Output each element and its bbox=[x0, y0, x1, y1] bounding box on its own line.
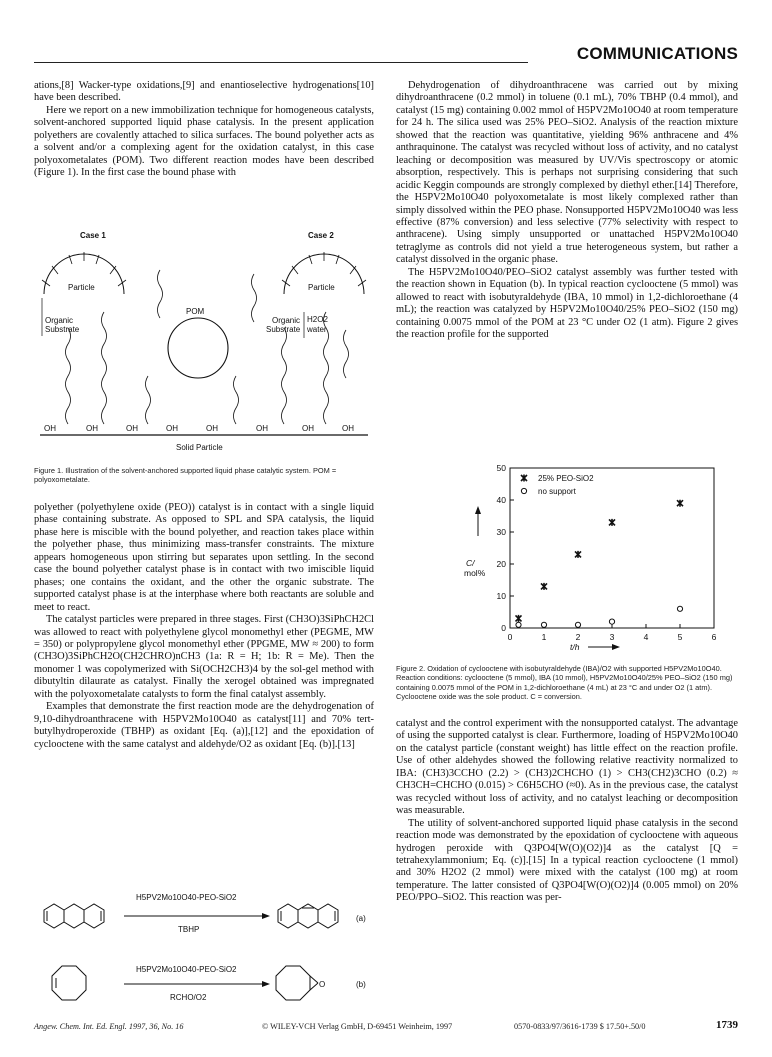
eq-b-reactant bbox=[52, 966, 86, 1000]
fig1-case1-label: Case 1 bbox=[80, 231, 106, 240]
fig1-oh-row bbox=[44, 424, 354, 433]
chart-x-ticks bbox=[508, 624, 717, 642]
series-peo-sio2-point bbox=[575, 551, 581, 558]
fig1-h2o2-label: H2O2 bbox=[307, 315, 328, 324]
fig1-particle-left bbox=[42, 252, 126, 294]
footer-publisher: © WILEY-VCH Verlag GmbH, D-69451 Weinheim, 1997 bbox=[262, 1022, 453, 1031]
fig1-pom-label: POM bbox=[186, 307, 205, 316]
eq-a-label: (a) bbox=[356, 914, 366, 923]
chart-ylabel-unit: mol% bbox=[464, 568, 486, 578]
x-tick-label: 3 bbox=[609, 632, 615, 642]
eq-b-catalyst: H5PV2Mo10O40-PEO-SiO2 bbox=[136, 965, 237, 974]
footer-journal: Angew. Chem. Int. Ed. Engl. 1997, 36, No. 16 bbox=[34, 1022, 184, 1031]
fig1-particle-right bbox=[282, 252, 366, 294]
eq-a-product bbox=[278, 904, 338, 928]
y-tick-label: 50 bbox=[496, 463, 506, 473]
col1-paragraph-5: Examples that demonstrate the first reaction mode are the dehydrogenation of 9,10-dihydroanthracene with H5PV2Mo10O40 as catalyst[11] and 70% tert-butylhydroperoxide (TBHP) as oxidant [Eq. (a)],[12] and the epoxidation of cyclooctene with the same catalyst and aldehyde/O2 as oxidant [Eq. (b)].[13] bbox=[34, 701, 374, 750]
series-no-support-point bbox=[541, 622, 546, 627]
fig1-substrate-right: Substrate bbox=[266, 325, 301, 334]
svg-text:OH: OH bbox=[126, 424, 138, 433]
series-no-support-point bbox=[516, 622, 521, 627]
eq-b-oxidant: RCHO/O2 bbox=[170, 993, 207, 1002]
series-peo-sio2-point bbox=[541, 583, 547, 590]
x-tick-label: 6 bbox=[711, 632, 717, 642]
col2-bottom bbox=[396, 718, 738, 905]
fig1-polyether-chains bbox=[66, 270, 349, 424]
col1-paragraph-3: polyether (polyethylene oxide (PEO)) catalyst is in contact with a single liquid phase containing substrate. As opposed to SPL and SPA catalysis, the liquid phase here is miscible with the bound polyether, and reaction takes place within the polyether phase, thus minimizing mass-transfer constraints. The mixture appears homogeneous upon stirring but separates upon settling. In the second case the bound polyether catalyst phase is in contact with two imiscible liquid phases; one contains the oxidant, and the other the organic substrate. The supported catalyst phase is at the interphase where both reactants are soluble and meet to react. bbox=[34, 502, 374, 613]
x-tick-label: 1 bbox=[541, 632, 547, 642]
figure-2-caption: Figure 2. Oxidation of cyclooctene with isobutyraldehyde (IBA)/O2 with supported H5PV2Mo10O40. Reaction conditions: cyclooctene (5 mmol), IBA (10 mmol), H5PV2Mo10O40/25% PEO–SiO2 (150 mg) containing 0.0075 mmol of the POM in 1,2-dichloroethane (4 mL) at 23 °C and under O2 (1 atm). Cyclooctene oxide was the sole product. C = conversion. bbox=[396, 664, 733, 702]
x-tick-label: 0 bbox=[507, 632, 513, 642]
section-title: COMMUNICATIONS bbox=[576, 44, 738, 63]
fig1-particle-left-label: Particle bbox=[68, 283, 95, 292]
eq-a-catalyst: H5PV2Mo10O40-PEO-SiO2 bbox=[136, 893, 237, 902]
eq-b-product bbox=[276, 966, 318, 1000]
eq-b-arrowhead bbox=[262, 981, 270, 987]
svg-text:OH: OH bbox=[206, 424, 218, 433]
y-tick-label: 10 bbox=[496, 591, 506, 601]
svg-text:OH: OH bbox=[44, 424, 56, 433]
chart-ylabel-arrowhead bbox=[475, 506, 481, 514]
eq-a-arrowhead bbox=[262, 913, 270, 919]
x-tick-label: 5 bbox=[677, 632, 683, 642]
fig1-water-label: water bbox=[307, 325, 327, 334]
series-peo-sio2-point bbox=[516, 615, 522, 622]
y-tick-label: 0 bbox=[501, 623, 506, 633]
col2-paragraph-2: The H5PV2Mo10O40/PEO–SiO2 catalyst assembly was further tested with the reaction shown in Equation (b). In typical reaction cyclooctene (5 mmol) was allowed to react with isobutyraldehyde (IBA, 10 mmol) in 1,2-dichloroethane (4 mL); the reaction was catalyzed by H5PV2Mo10O40/25% PEO–SiO2 (150 mg) containing 0.0075 mmol of the POM at 23 °C under O2 (1 atm). Figure 2 gives the reaction profile for the supported bbox=[396, 266, 738, 341]
series-no-support-point bbox=[677, 606, 682, 611]
series-no-support-point bbox=[575, 622, 580, 627]
figure-1-caption: Figure 1. Illustration of the solvent-anchored supported liquid phase catalytic system. POM = polyoxometalate. bbox=[34, 466, 337, 485]
header-rule bbox=[34, 62, 528, 63]
legend-label-1: no support bbox=[538, 487, 576, 496]
svg-text:OH: OH bbox=[256, 424, 268, 433]
fig1-pom-circle bbox=[168, 318, 228, 378]
eq-b-oxygen: O bbox=[319, 980, 326, 989]
fig1-organic-left: Organic bbox=[45, 316, 74, 325]
eq-a-reactant bbox=[44, 904, 104, 928]
series-peo-sio2-point bbox=[609, 519, 615, 526]
svg-text:OH: OH bbox=[302, 424, 314, 433]
col2-paragraph-4: The utility of solvent-anchored supported liquid phase catalysis in the second reaction mode was demonstrated by the epoxidation of cyclooctene with aqueous hydrogen peroxide with Q3PO4[W(O)(O2)]4 as the catalyst [Q = tetrahexylammonium; Eq. (c)].[15] In a typical reaction cyclooctene (1 mmol) and 30% H2O2 (2 mmol) were mixed with the catalyst (100 mg) at room temperature. The latter consisted of Q3PO4[W(O)(O2)]4 (0.005 mmol) on 20% PEO/PPO–SiO2. This reaction was per- bbox=[396, 817, 738, 904]
y-tick-label: 30 bbox=[496, 527, 506, 537]
fig1-solid-particle-label: Solid Particle bbox=[176, 443, 223, 452]
legend-label-0: 25% PEO-SiO2 bbox=[538, 474, 594, 483]
footer-code: 0570-0833/97/3616-1739 $ 17.50+.50/0 bbox=[514, 1022, 646, 1031]
svg-text:OH: OH bbox=[342, 424, 354, 433]
fig1-substrate-left: Substrate bbox=[45, 325, 80, 334]
figure-1 bbox=[40, 228, 372, 456]
eq-a-oxidant: TBHP bbox=[178, 925, 200, 934]
chart-ylabel: C/ bbox=[466, 558, 475, 568]
fig1-particle-right-label: Particle bbox=[308, 283, 335, 292]
fig1-case2-label: Case 2 bbox=[308, 231, 334, 240]
col2-paragraph-3: catalyst and the control experiment with the nonsupported catalyst. The advantage of using the supported catalyst is clear. Furthermore, loading of H5PV2Mo10O40 on the catalyst particle (constant weight) has little effect on the reaction profile. Use of other aldehydes showed the following relative reactivity normalized to IBA: (CH3)3CCHO (2.2) > (CH3)2CHCHO (1) > CH3(CH2)3CHO (0.2) ≈ CH3CH=CHCHO (0.015) > C6H5CHO (≈0). As in the previous case, the catalyst was recycled without loss of activity, and no catalyst leaching or decomposition was measurable. bbox=[396, 718, 738, 817]
svg-text:OH: OH bbox=[166, 424, 178, 433]
x-tick-label: 2 bbox=[575, 632, 581, 642]
series-peo-sio2-point bbox=[677, 500, 683, 507]
chart-y-ticks bbox=[497, 463, 514, 633]
page-number: 1739 bbox=[716, 1019, 738, 1031]
equations bbox=[40, 888, 372, 1016]
legend-marker-0 bbox=[521, 475, 527, 482]
col2-paragraph-1: Dehydrogenation of dihydroanthracene was carried out by mixing dihydroanthracene (0.2 mmol) in toluene (0.1 mL), 70% TBHP (0.4 mmol), and catalyst (15 mg) containing 0.002 mmol of H5PV2Mo10O40 at room temperature for 24 h. The silica used was 25% PEO–SiO2. Analysis of the reaction mixture showed that the reaction was quantitative, yielding 96% anthracene and 4% anthraquinone. The catalyst was recycled without loss of activity, and no catalyst leaching or decomposition was measured by UV/Vis spectroscopy or atomic absorption, respectively. This is perhaps not surprising considering that such acidic Keggin compounds are strongly complexed by diethyl ether.[14] Therefore, the H5PV2Mo10O40 polyoxometalate is most likely complexed rather than simply dissolved within the PEO phase. Nonsupported H5PV2Mo10O40 was less effective (87% conversion) and less selective (77% selectivity with respect to anthracene). Using simply unsupported or unattached H5PV2Mo10O40 tetraglyme as controls did not yield a true heterogeneous system, but rather a catalyst dissolved in the organic phase. bbox=[396, 80, 738, 266]
legend-marker-1 bbox=[521, 488, 526, 493]
chart-xlabel: t/h bbox=[570, 642, 580, 652]
col1-top bbox=[34, 80, 374, 180]
chart-legend bbox=[521, 474, 594, 496]
chart-xlabel-arrowhead bbox=[612, 644, 620, 650]
y-tick-label: 40 bbox=[496, 495, 506, 505]
col1-paragraph-4: The catalyst particles were prepared in three stages. First (CH3O)3SiPhCH2Cl was allowed to react with polyethylene glycol monomethyl ether (PEGME, MW = 350) or polypropylene glycol monomethyl ether (PPGME, MW ≈ 200) to form (CH3O)3SiPhCH2O(CH2CHRO)nCH3 (1a: R = H; 1b: R = Me). Then the monomer 1 was copolymerized with Si(OCH2CH3)4 by the sol-gel method with dibutyltin dilaurate as catalyst. Finally the xerogel obtained was impregnated with the polyoxometalate catalysts to form the final catalyst assembly. bbox=[34, 614, 374, 700]
chart-series bbox=[516, 500, 684, 628]
y-tick-label: 20 bbox=[496, 559, 506, 569]
series-no-support-point bbox=[609, 619, 614, 624]
fig1-organic-right: Organic bbox=[272, 316, 301, 325]
figure-2-chart bbox=[410, 462, 730, 654]
col2-top bbox=[396, 80, 738, 342]
svg-text:OH: OH bbox=[86, 424, 98, 433]
eq-b-label: (b) bbox=[356, 980, 366, 989]
col1-paragraph-2: Here we report on a new immobilization technique for homogeneous catalysts, solvent-anchored supported liquid phase catalysis. In the present application polyethers are covalently attached to silica surfaces. The bound polyether acts as a solvent and/or a complexing agent for the oxidation catalyst, in this case polyoxometalates (POM). Two different reaction modes have been described (Figure 1). In the first case the bound phase with bbox=[34, 104, 374, 179]
col1-bottom bbox=[34, 502, 374, 751]
x-tick-label: 4 bbox=[643, 632, 649, 642]
col1-paragraph-1: ations,[8] Wacker-type oxidations,[9] and enantioselective hydrogenations[10] have been described. bbox=[34, 80, 374, 104]
